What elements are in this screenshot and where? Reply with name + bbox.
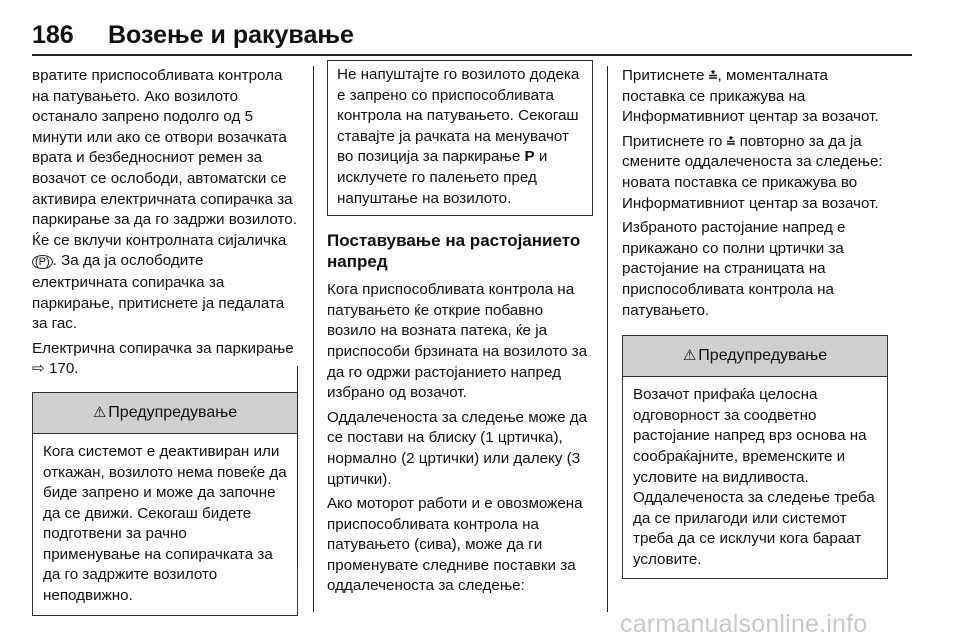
warning-side-rule: [297, 366, 298, 566]
page-header: [32, 14, 912, 56]
note-box: Не напуштајте го возилото додека е запрено со приспособливата контрола на патувањето. Секогаш ставајте ја рачката на менувачот во позиција за паркирање P и исклучете го палењето пред напуштање на возилото.: [327, 60, 593, 216]
warning-box: [622, 335, 888, 579]
warning-triangle-icon: ⚠: [92, 403, 107, 421]
column-2: [327, 66, 593, 601]
warning-text: Возачот прифаќа целосна одговорност за соодветно растојание напред врз основа на сообраќајните, временските и условите на видливоста. Оддалеченоста за следење треба да се прилагоди или системот треба да се исклучи кога бараат условите.: [633, 386, 875, 568]
parking-brake-lamp-icon: (P): [32, 255, 53, 269]
paragraph: Кога приспособливата контрола на патувањето ќе открие побавно возило на возната патека, ќе ја приспособи брзината на возилото за да го одржи растојанието напред избрано од возачот.: [327, 281, 588, 402]
column-divider-1: [313, 66, 314, 612]
paragraph: Електрична сопирачка за паркирање ⇨ 170.: [32, 339, 294, 378]
page-ref-link[interactable]: 170.: [48, 360, 79, 378]
watermark: carmanualsonline.info: [620, 610, 868, 638]
warning-header: [33, 393, 297, 434]
page-title: Возење и ракување: [108, 21, 354, 49]
ref-arrow-icon: ⇨: [32, 360, 45, 378]
paragraph: Избраното растојание напред е прикажано со полни цртички за растојание на страницата на приспособливата контрола на патувањето.: [622, 219, 846, 319]
warning-triangle-icon: ⚠: [682, 346, 697, 364]
warning-header: [623, 336, 887, 377]
park-position-label: P: [524, 148, 535, 166]
paragraph: Ако моторот работи и е овозможена приспособливата контрола на патувањето (сива), може да ги променувате следниве поставки за оддалеченоста за следење:: [327, 495, 583, 595]
page-number: 186: [32, 21, 74, 49]
warning-title: Предупредување: [108, 403, 238, 421]
column-1: [32, 66, 298, 616]
paragraph: Притиснете го ⩮ повторно за да ја смените оддалеченоста за следење: новата поставка се прикажува во Информативниот центар за возачот.: [622, 132, 883, 212]
section-title: Поставување на растојанието напред: [327, 231, 581, 272]
follow-distance-icon: ⩮: [708, 67, 718, 84]
paragraph: Оддалеченоста за следење може да се постави на блиску (1 цртичка), нормално (2 цртички) или далеку (3 цртички).: [327, 408, 588, 488]
warning-box: [32, 392, 298, 616]
paragraph: вратите приспособливата контрола на патувањето. Ако возилото останало запрено подолго од 5 минути или ако се отвори возачката врата и безбедносниот ремен за возачот се ослободи, автоматски се активира електричната сопирачка за паркирање за да го задржи возилото. Ќе се вклучи контролната сијаличка (P) . За да ја ослободите електричната сопирачка за паркирање, притиснете ја педалата за гас.: [32, 67, 297, 333]
column-3: [622, 66, 888, 579]
paragraph: Притиснете ⩮, моменталната поставка се прикажува на Информативниот центар за возачот.: [622, 67, 879, 126]
warning-text: Кога системот е деактивиран или откажан, возилото нема повеќе да биде запрено и може да започне да се движи. Секогаш бидете подготвени за рачно применување на сопирачката за да го задржите возилото неподвижно.: [43, 442, 287, 605]
column-divider-2: [607, 66, 608, 612]
warning-title: Предупредување: [698, 346, 828, 364]
follow-distance-icon: ⩮: [726, 132, 736, 150]
